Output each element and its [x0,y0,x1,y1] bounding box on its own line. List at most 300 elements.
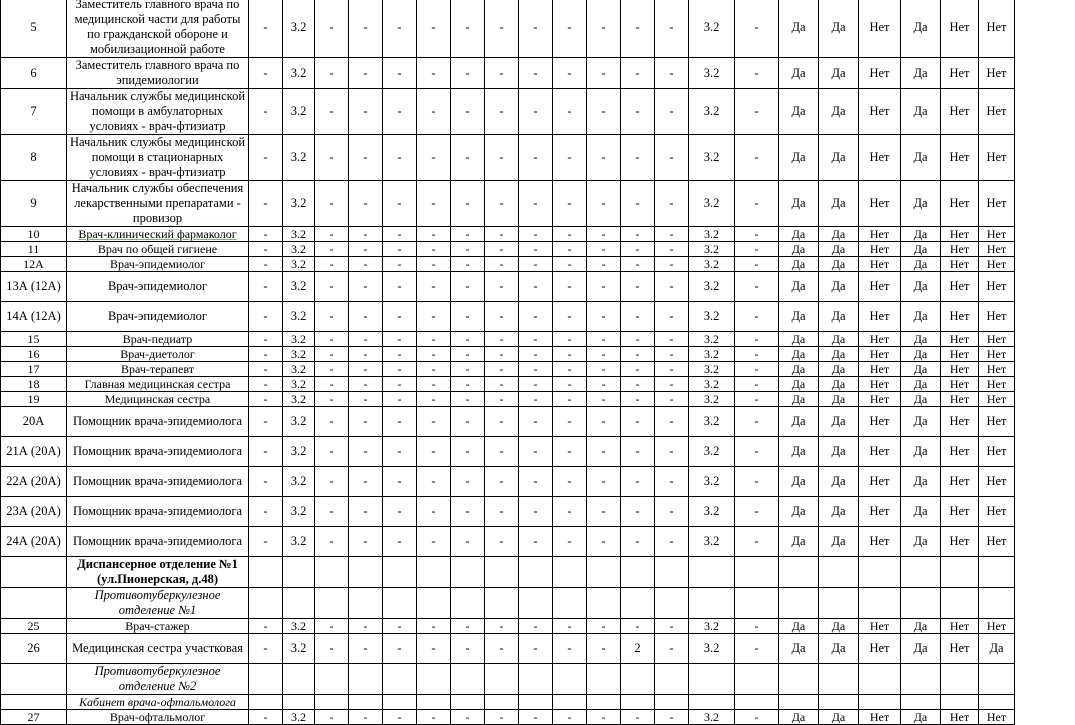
value-cell: - [315,497,349,527]
value-cell: - [249,58,283,89]
value-cell: - [519,437,553,467]
value-cell [315,588,349,619]
value-cell: - [485,347,519,362]
value-cell: - [655,0,689,58]
value-cell: - [249,135,283,181]
position-name-text: Начальник службы обеспечения лекарственными препаратами - провизор [71,181,244,225]
value-cell: Нет [859,437,901,467]
value-cell: - [553,467,587,497]
value-cell: - [383,362,417,377]
value-cell: 3.2 [283,135,315,181]
value-cell: - [451,362,485,377]
value-cell: - [315,392,349,407]
value-cell: - [519,257,553,272]
position-name-text: Помощник врача-эпидемиолога [72,444,243,458]
position-name-text: Врач по общей гигиене [97,242,218,256]
value-cell: Нет [859,272,901,302]
value-cell: - [383,332,417,347]
value-cell: Нет [979,377,1015,392]
value-cell: - [735,181,779,227]
value-cell: - [553,527,587,557]
value-cell: - [383,392,417,407]
value-cell: Нет [941,272,979,302]
value-cell [249,588,283,619]
position-name [67,257,249,272]
value-cell [655,557,689,588]
value-cell: Да [901,527,941,557]
value-cell: Да [779,332,819,347]
value-cell: Да [779,272,819,302]
value-cell: - [249,227,283,242]
value-cell: - [587,710,621,725]
value-cell: - [655,392,689,407]
table-row [1,58,1015,89]
value-cell: - [451,0,485,58]
row-number: 8 [1,135,67,181]
value-cell [621,557,655,588]
value-cell [779,557,819,588]
value-cell: - [553,347,587,362]
value-cell: - [485,710,519,725]
table-row [1,407,1015,437]
value-cell: 3.2 [689,634,735,664]
value-cell: Да [901,227,941,242]
table-row [1,347,1015,362]
value-cell: - [621,437,655,467]
value-cell: 3.2 [283,437,315,467]
value-cell: 3.2 [283,272,315,302]
value-cell: Нет [941,497,979,527]
value-cell: Нет [979,710,1015,725]
value-cell: - [735,362,779,377]
value-cell: - [587,181,621,227]
value-cell: 3.2 [689,181,735,227]
value-cell: 3.2 [689,497,735,527]
value-cell: - [655,407,689,437]
value-cell: - [621,227,655,242]
value-cell: - [655,377,689,392]
value-cell: - [519,392,553,407]
value-cell: Нет [941,257,979,272]
value-cell: - [249,0,283,58]
position-name [67,392,249,407]
value-cell: - [315,332,349,347]
value-cell: Да [819,407,859,437]
value-cell [655,664,689,695]
position-name-text: Начальник службы медицинской помощи в стационарных условиях - врач-фтизиатр [69,135,246,179]
position-name-text: Врач-терапевт [121,362,194,376]
value-cell: 3.2 [283,392,315,407]
position-name [67,242,249,257]
value-cell: Да [901,377,941,392]
value-cell: - [621,135,655,181]
value-cell: - [735,437,779,467]
value-cell [979,557,1015,588]
value-cell: Да [819,362,859,377]
position-name [67,227,249,242]
value-cell: Нет [979,257,1015,272]
value-cell [383,695,417,710]
value-cell: - [587,497,621,527]
value-cell: Нет [941,362,979,377]
value-cell [417,557,451,588]
value-cell: Нет [979,619,1015,634]
row-number: 9 [1,181,67,227]
value-cell: Да [901,392,941,407]
value-cell: Да [779,362,819,377]
value-cell: Да [819,497,859,527]
value-cell: - [349,332,383,347]
value-cell: - [417,467,451,497]
value-cell: - [417,634,451,664]
value-cell: - [621,392,655,407]
value-cell [587,695,621,710]
value-cell: Нет [941,242,979,257]
value-cell [383,557,417,588]
position-name-text: Врач-эпидемиолог [107,279,208,293]
row-number: 6 [1,58,67,89]
value-cell: Нет [979,135,1015,181]
value-cell: 3.2 [283,242,315,257]
value-cell: - [655,257,689,272]
value-cell: - [451,242,485,257]
value-cell: Нет [979,362,1015,377]
position-name-text: Медицинская сестра участковая [72,641,243,655]
value-cell: - [553,634,587,664]
value-cell: - [519,407,553,437]
value-cell: - [383,467,417,497]
position-name [67,437,249,467]
value-cell: - [519,634,553,664]
value-cell: - [417,58,451,89]
value-cell: - [621,347,655,362]
value-cell [819,664,859,695]
value-cell [655,588,689,619]
value-cell: - [553,362,587,377]
value-cell: Нет [941,89,979,135]
value-cell: Да [819,0,859,58]
row-number: 17 [1,362,67,377]
row-number: 13А (12А) [1,272,67,302]
value-cell: 3.2 [689,710,735,725]
value-cell: - [249,527,283,557]
row-number: 15 [1,332,67,347]
value-cell: Нет [979,392,1015,407]
position-name [67,497,249,527]
position-name-text: Помощник врача-эпидемиолога [72,414,243,428]
value-cell: - [417,392,451,407]
value-cell [383,588,417,619]
value-cell: - [249,257,283,272]
value-cell: - [553,135,587,181]
value-cell: - [735,257,779,272]
value-cell: - [553,377,587,392]
position-name [67,362,249,377]
value-cell [349,588,383,619]
value-cell: 3.2 [689,242,735,257]
value-cell: - [417,407,451,437]
value-cell: - [451,227,485,242]
row-number: 22А (20А) [1,467,67,497]
value-cell: - [451,527,485,557]
value-cell [735,664,779,695]
value-cell: 3.2 [283,467,315,497]
value-cell: - [383,242,417,257]
row-number: 26 [1,634,67,664]
value-cell: - [249,619,283,634]
value-cell: - [349,377,383,392]
value-cell: - [587,467,621,497]
value-cell [553,695,587,710]
value-cell: - [249,332,283,347]
value-cell: 3.2 [283,257,315,272]
position-name-text: Врач-эпидемиолог [107,309,208,323]
value-cell: - [349,181,383,227]
value-cell: - [655,135,689,181]
position-name [67,710,249,725]
value-cell: 3.2 [689,272,735,302]
value-cell: - [417,527,451,557]
value-cell [735,588,779,619]
value-cell: - [655,332,689,347]
value-cell: - [587,272,621,302]
value-cell: - [735,242,779,257]
value-cell: - [315,89,349,135]
value-cell: - [315,377,349,392]
value-cell [587,664,621,695]
value-cell [485,664,519,695]
value-cell: - [383,619,417,634]
value-cell: - [519,242,553,257]
position-name-text: Помощник врача-эпидемиолога [72,474,243,488]
value-cell: Нет [941,527,979,557]
value-cell: Да [779,710,819,725]
value-cell [349,695,383,710]
value-cell: - [249,181,283,227]
position-name-text: Помощник врача-эпидемиолога [72,504,243,518]
value-cell: - [383,377,417,392]
value-cell: - [349,527,383,557]
value-cell [451,588,485,619]
value-cell [941,664,979,695]
value-cell: - [735,58,779,89]
position-name [67,181,249,227]
value-cell: - [451,407,485,437]
value-cell: - [485,332,519,347]
value-cell: - [349,272,383,302]
value-cell: - [417,710,451,725]
value-cell: - [383,135,417,181]
section-title [67,557,249,588]
value-cell: - [519,89,553,135]
value-cell: Нет [859,710,901,725]
value-cell: - [553,89,587,135]
value-cell: 3.2 [689,467,735,497]
value-cell: Нет [859,467,901,497]
value-cell: Да [901,257,941,272]
value-cell: - [485,135,519,181]
value-cell: - [587,257,621,272]
value-cell: Нет [979,332,1015,347]
value-cell: - [249,467,283,497]
position-name-text: Врач-педиатр [122,332,193,346]
value-cell: - [315,467,349,497]
value-cell: - [587,362,621,377]
value-cell: - [485,242,519,257]
value-cell: - [249,302,283,332]
value-cell: - [417,377,451,392]
value-cell: Нет [941,347,979,362]
value-cell: - [519,332,553,347]
value-cell: Да [779,135,819,181]
value-cell: - [315,437,349,467]
value-cell: 3.2 [283,302,315,332]
value-cell: Да [779,227,819,242]
value-cell: 3.2 [283,58,315,89]
value-cell: Да [901,89,941,135]
value-cell: - [735,227,779,242]
position-name [67,407,249,437]
value-cell [901,557,941,588]
value-cell: - [249,362,283,377]
value-cell: - [349,362,383,377]
value-cell: - [553,58,587,89]
section-row [1,557,1015,588]
section-title [67,664,249,695]
row-number: 10 [1,227,67,242]
table-row [1,362,1015,377]
value-cell: Нет [941,710,979,725]
value-cell: - [451,619,485,634]
value-cell [417,588,451,619]
value-cell: - [621,302,655,332]
position-name-text: Врач-эпидемиолог [109,257,206,271]
table-row [1,619,1015,634]
value-cell: Да [779,619,819,634]
value-cell: - [417,302,451,332]
value-cell: - [417,619,451,634]
value-cell: Да [901,497,941,527]
value-cell: - [587,437,621,467]
value-cell: Нет [979,58,1015,89]
value-cell: - [485,407,519,437]
value-cell: - [417,135,451,181]
value-cell: - [485,89,519,135]
value-cell: 3.2 [689,257,735,272]
section-row [1,664,1015,695]
value-cell: - [451,58,485,89]
value-cell [901,588,941,619]
value-cell: - [553,710,587,725]
value-cell: Нет [979,89,1015,135]
value-cell: - [315,181,349,227]
value-cell: Да [901,407,941,437]
value-cell: - [451,710,485,725]
value-cell: Нет [859,497,901,527]
value-cell: - [621,497,655,527]
section-title [67,588,249,619]
value-cell [941,695,979,710]
value-cell: - [485,302,519,332]
value-cell: Нет [859,392,901,407]
table-row [1,710,1015,725]
row-number [1,588,67,619]
value-cell: - [655,58,689,89]
value-cell: - [349,0,383,58]
value-cell: - [519,0,553,58]
value-cell [819,695,859,710]
value-cell: - [417,242,451,257]
value-cell: Нет [859,257,901,272]
value-cell [417,695,451,710]
value-cell [315,664,349,695]
value-cell: - [587,377,621,392]
position-name-text: Врач-офтальмолог [109,710,206,724]
value-cell: Нет [941,181,979,227]
position-name-text: Начальник службы медицинской помощи в амбулаторных условиях - врач-фтизиатр [69,89,246,133]
value-cell [689,557,735,588]
value-cell: Нет [859,242,901,257]
section-title [67,695,249,710]
value-cell: 3.2 [283,634,315,664]
value-cell: - [735,302,779,332]
value-cell: - [383,302,417,332]
value-cell: - [587,347,621,362]
value-cell: - [417,89,451,135]
value-cell: Нет [979,0,1015,58]
value-cell: Да [779,527,819,557]
row-number: 12А [1,257,67,272]
value-cell: - [249,497,283,527]
row-number: 14А (12А) [1,302,67,332]
value-cell: 3.2 [689,227,735,242]
position-name [67,135,249,181]
value-cell: - [519,497,553,527]
position-name-text: Врач-диетолог [120,347,195,361]
value-cell: - [315,0,349,58]
value-cell: Нет [979,227,1015,242]
value-cell: 3.2 [283,332,315,347]
value-cell: Нет [859,619,901,634]
position-name [67,347,249,362]
value-cell: - [485,181,519,227]
value-cell [735,557,779,588]
value-cell: 3.2 [283,89,315,135]
value-cell [519,664,553,695]
value-cell [859,664,901,695]
value-cell: - [315,242,349,257]
value-cell: - [553,302,587,332]
value-cell [735,695,779,710]
value-cell: - [735,272,779,302]
value-cell: - [485,437,519,467]
table-row [1,527,1015,557]
value-cell: Нет [859,527,901,557]
value-cell: Нет [941,135,979,181]
row-number: 7 [1,89,67,135]
value-cell: Нет [979,347,1015,362]
value-cell: - [383,710,417,725]
value-cell: - [349,619,383,634]
value-cell: - [451,467,485,497]
value-cell: 3.2 [689,135,735,181]
value-cell: - [519,377,553,392]
value-cell: - [383,407,417,437]
value-cell: Да [779,437,819,467]
value-cell: - [383,89,417,135]
value-cell: - [383,347,417,362]
value-cell [621,588,655,619]
